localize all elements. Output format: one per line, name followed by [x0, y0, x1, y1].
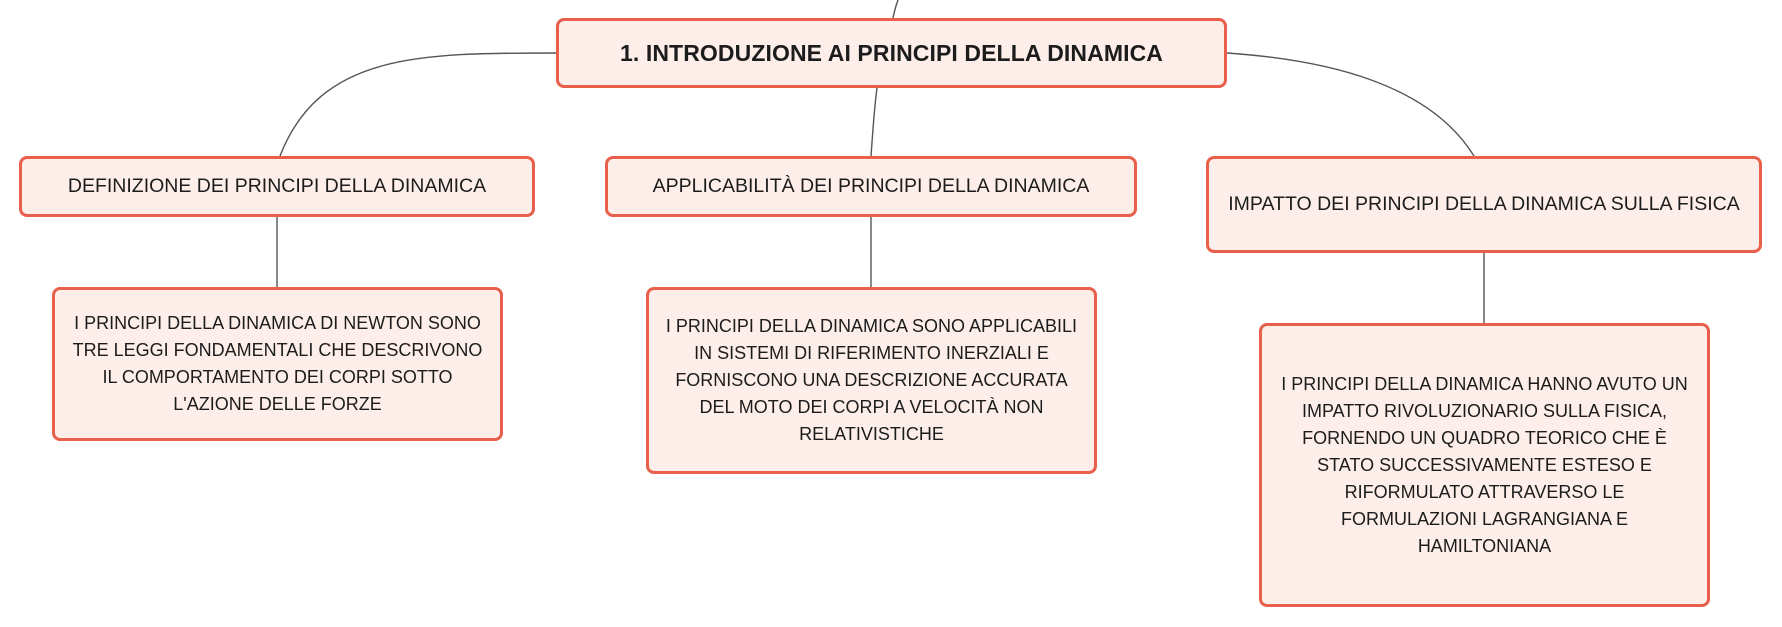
detail-node-definizione[interactable] [52, 287, 503, 441]
topic-node-applicabilita[interactable] [605, 156, 1137, 217]
topic-node-label: APPLICABILITÀ DEI PRINCIPI DELLA DINAMICA [652, 175, 1090, 197]
connector-parent-to-root [893, 0, 898, 18]
detail-node-impatto[interactable] [1259, 323, 1710, 607]
detail-node-text: I PRINCIPI DELLA DINAMICA DI NEWTON SONO TRE LEGGI FONDAMENTALI CHE DESCRIVONO IL COMPORTAMENTO DEI CORPI SOTTO L'AZIONE DELLE FORZE [72, 313, 483, 414]
topic-node-label: DEFINIZIONE DEI PRINCIPI DELLA DINAMICA [67, 175, 487, 197]
topic-node-definizione[interactable] [19, 156, 535, 217]
connector-root-to-topic-1 [280, 53, 556, 156]
root-node-label: 1. INTRODUZIONE AI PRINCIPI DELLA DINAMICA [619, 39, 1163, 66]
topic-node-impatto[interactable] [1206, 156, 1762, 253]
topic-node-label: IMPATTO DEI PRINCIPI DELLA DINAMICA SULLA FISICA [1228, 193, 1740, 215]
connector-root-to-topic-2 [871, 88, 877, 156]
root-node[interactable] [556, 18, 1227, 88]
detail-node-text: I PRINCIPI DELLA DINAMICA SONO APPLICABILI IN SISTEMI DI RIFERIMENTO INERZIALI E FORNISCONO UNA DESCRIZIONE ACCURATA DEL MOTO DEI CORPI A VELOCITÀ NON RELATIVISTICHE [665, 316, 1078, 444]
detail-node-applicabilita[interactable] [646, 287, 1097, 474]
connector-root-to-topic-3 [1227, 53, 1474, 156]
detail-node-text: I PRINCIPI DELLA DINAMICA HANNO AVUTO UN IMPATTO RIVOLUZIONARIO SULLA FISICA, FORNENDO UN QUADRO TEORICO CHE È STATO SUCCESSIVAMENTE ESTESO E RIFORMULATO ATTRAVERSO LE FORMULAZIONI LAGRANGIANA E HAMILTONIANA [1281, 373, 1688, 556]
